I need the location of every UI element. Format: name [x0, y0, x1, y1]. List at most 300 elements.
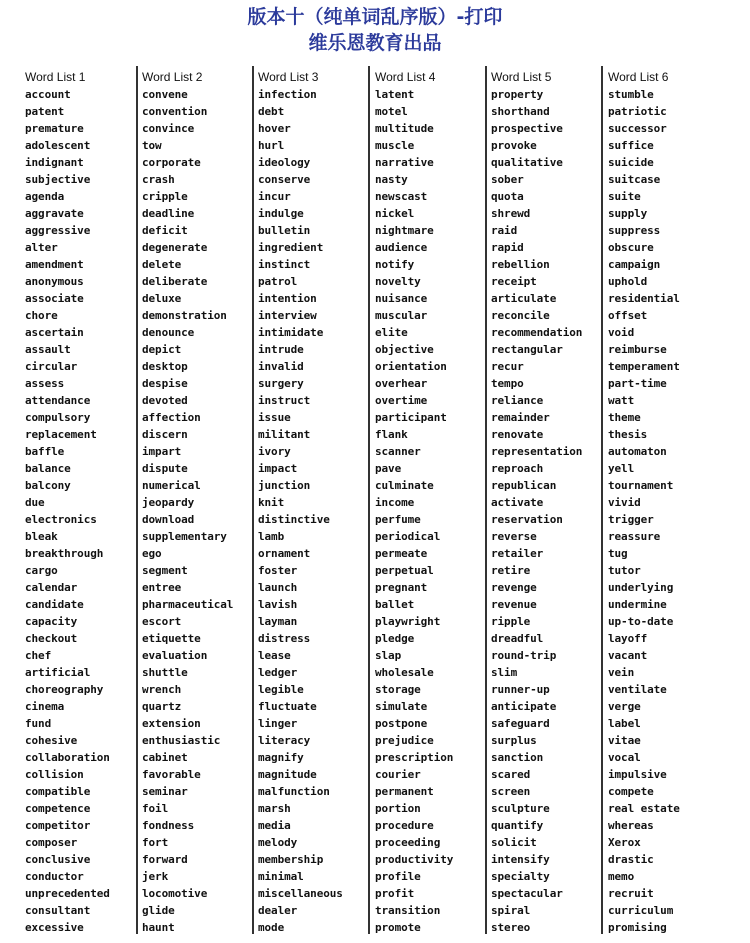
column-divider — [485, 66, 487, 934]
word-item: permanent — [375, 785, 434, 798]
word-item: ideology — [258, 156, 311, 169]
word-item: prejudice — [375, 734, 434, 747]
word-item: composer — [25, 836, 78, 849]
word-item: etiquette — [142, 632, 201, 645]
word-item: alter — [25, 241, 58, 254]
word-item: transition — [375, 904, 441, 917]
word-item: vitae — [608, 734, 641, 747]
column-divider — [601, 66, 603, 934]
word-list-title: Word List 4 — [375, 70, 436, 84]
word-item: infection — [258, 88, 317, 101]
word-item: aggressive — [25, 224, 91, 237]
word-item: reproach — [491, 462, 544, 475]
word-item: notify — [375, 258, 415, 271]
word-item: compatible — [25, 785, 91, 798]
word-item: courier — [375, 768, 421, 781]
word-item: cabinet — [142, 751, 188, 764]
word-item: patriotic — [608, 105, 667, 118]
word-item: undermine — [608, 598, 667, 611]
word-item: recruit — [608, 887, 654, 900]
word-item: militant — [258, 428, 311, 441]
word-item: competitor — [25, 819, 91, 832]
word-item: real estate — [608, 802, 680, 815]
word-list — [491, 86, 582, 936]
word-item: storage — [375, 683, 421, 696]
word-item: prospective — [491, 122, 563, 135]
word-item: suite — [608, 190, 641, 203]
word-item: round-trip — [491, 649, 557, 662]
word-item: suffice — [608, 139, 654, 152]
word-item: fort — [142, 836, 169, 849]
word-item: part-time — [608, 377, 667, 390]
word-item: baffle — [25, 445, 65, 458]
word-item: elite — [375, 326, 408, 339]
word-item: hurl — [258, 139, 285, 152]
word-item: anonymous — [25, 275, 84, 288]
word-item: orientation — [375, 360, 447, 373]
word-item: issue — [258, 411, 291, 424]
word-item: extension — [142, 717, 201, 730]
word-item: agenda — [25, 190, 65, 203]
word-item: participant — [375, 411, 447, 424]
word-item: replacement — [25, 428, 97, 441]
word-item: locomotive — [142, 887, 208, 900]
word-item: latent — [375, 88, 415, 101]
word-item: bleak — [25, 530, 58, 543]
word-item: void — [608, 326, 635, 339]
word-item: literacy — [258, 734, 311, 747]
word-item: compulsory — [25, 411, 91, 424]
word-item: scared — [491, 768, 531, 781]
word-list-columns — [0, 64, 750, 936]
word-item: debt — [258, 105, 285, 118]
word-item: jeopardy — [142, 496, 195, 509]
word-item: deluxe — [142, 292, 182, 305]
word-item: objective — [375, 343, 434, 356]
word-item: thesis — [608, 428, 648, 441]
word-item: rectangular — [491, 343, 563, 356]
word-item: ascertain — [25, 326, 84, 339]
word-item: overhear — [375, 377, 428, 390]
word-item: magnitude — [258, 768, 317, 781]
word-item: bulletin — [258, 224, 311, 237]
word-item: tournament — [608, 479, 674, 492]
word-item: ornament — [258, 547, 311, 560]
word-item: junction — [258, 479, 311, 492]
word-item: safeguard — [491, 717, 550, 730]
word-item: anticipate — [491, 700, 557, 713]
word-item: malfunction — [258, 785, 330, 798]
word-item: ripple — [491, 615, 531, 628]
word-item: trigger — [608, 513, 654, 526]
word-item: electronics — [25, 513, 97, 526]
word-item: Xerox — [608, 836, 641, 849]
word-item: capacity — [25, 615, 78, 628]
word-item: verge — [608, 700, 641, 713]
word-item: cripple — [142, 190, 188, 203]
word-item: memo — [608, 870, 635, 883]
word-item: pave — [375, 462, 402, 475]
word-item: income — [375, 496, 415, 509]
word-item: solicit — [491, 836, 537, 849]
word-item: theme — [608, 411, 641, 424]
word-item: shorthand — [491, 105, 550, 118]
word-item: profile — [375, 870, 421, 883]
word-item: culminate — [375, 479, 434, 492]
word-item: account — [25, 88, 71, 101]
word-item: profit — [375, 887, 415, 900]
word-item: checkout — [25, 632, 78, 645]
word-item: vocal — [608, 751, 641, 764]
word-item: postpone — [375, 717, 428, 730]
word-item: overtime — [375, 394, 428, 407]
word-item: tug — [608, 547, 628, 560]
word-item: artificial — [25, 666, 91, 679]
word-item: motel — [375, 105, 408, 118]
word-list-column — [375, 64, 489, 936]
word-item: minimal — [258, 870, 304, 883]
word-item: stumble — [608, 88, 654, 101]
word-item: glide — [142, 904, 175, 917]
word-item: launch — [258, 581, 298, 594]
word-list — [258, 86, 343, 936]
word-item: denounce — [142, 326, 195, 339]
word-item: choreography — [25, 683, 104, 696]
word-item: nickel — [375, 207, 415, 220]
word-item: demonstration — [142, 309, 227, 322]
word-list-column — [491, 64, 605, 936]
word-item: quota — [491, 190, 524, 203]
word-item: distress — [258, 632, 311, 645]
word-item: ventilate — [608, 683, 667, 696]
word-list — [608, 86, 680, 936]
word-item: patent — [25, 105, 65, 118]
word-item: affection — [142, 411, 201, 424]
word-item: promising — [608, 921, 667, 934]
word-item: surplus — [491, 734, 537, 747]
word-item: favorable — [142, 768, 201, 781]
word-item: compete — [608, 785, 654, 798]
column-divider — [136, 66, 138, 934]
word-item: incur — [258, 190, 291, 203]
column-divider — [252, 66, 254, 934]
word-item: crash — [142, 173, 175, 186]
word-item: consultant — [25, 904, 91, 917]
word-item: slap — [375, 649, 402, 662]
word-item: competence — [25, 802, 91, 815]
word-item: activate — [491, 496, 544, 509]
word-item: renovate — [491, 428, 544, 441]
word-item: fluctuate — [258, 700, 317, 713]
word-item: revenue — [491, 598, 537, 611]
word-item: property — [491, 88, 544, 101]
word-item: muscle — [375, 139, 415, 152]
word-item: attendance — [25, 394, 91, 407]
word-item: suicide — [608, 156, 654, 169]
word-item: scanner — [375, 445, 421, 458]
word-item: mode — [258, 921, 285, 934]
word-item: watt — [608, 394, 635, 407]
word-item: chef — [25, 649, 52, 662]
word-item: depict — [142, 343, 182, 356]
word-item: aggravate — [25, 207, 84, 220]
word-item: discern — [142, 428, 188, 441]
word-item: ingredient — [258, 241, 324, 254]
word-item: runner-up — [491, 683, 550, 696]
word-item: melody — [258, 836, 298, 849]
word-item: permeate — [375, 547, 428, 560]
word-item: representation — [491, 445, 583, 458]
word-item: balance — [25, 462, 71, 475]
word-item: rebellion — [491, 258, 550, 271]
word-item: degenerate — [142, 241, 208, 254]
word-item: narrative — [375, 156, 434, 169]
word-item: automaton — [608, 445, 667, 458]
word-item: linger — [258, 717, 298, 730]
word-item: interview — [258, 309, 317, 322]
word-item: foster — [258, 564, 298, 577]
word-item: distinctive — [258, 513, 330, 526]
word-item: nasty — [375, 173, 408, 186]
word-item: cinema — [25, 700, 65, 713]
word-item: enthusiastic — [142, 734, 221, 747]
page-title: 版本十（纯单词乱序版）-打印 — [247, 6, 503, 28]
word-item: prescription — [375, 751, 454, 764]
word-item: hover — [258, 122, 291, 135]
word-item: indulge — [258, 207, 304, 220]
word-item: productivity — [375, 853, 454, 866]
word-item: vacant — [608, 649, 648, 662]
word-item: layman — [258, 615, 298, 628]
word-list-title: Word List 5 — [491, 70, 552, 84]
word-list — [375, 86, 453, 936]
word-item: vivid — [608, 496, 641, 509]
word-item: pledge — [375, 632, 415, 645]
word-item: yell — [608, 462, 635, 475]
word-item: simulate — [375, 700, 428, 713]
word-item: legible — [258, 683, 304, 696]
word-item: flank — [375, 428, 408, 441]
word-item: supply — [608, 207, 648, 220]
word-item: revenge — [491, 581, 537, 594]
word-item: procedure — [375, 819, 434, 832]
word-item: segment — [142, 564, 188, 577]
word-list-column — [608, 64, 722, 936]
word-item: reservation — [491, 513, 563, 526]
word-item: impact — [258, 462, 298, 475]
word-item: calendar — [25, 581, 78, 594]
word-item: uphold — [608, 275, 648, 288]
word-item: corporate — [142, 156, 201, 169]
word-item: sanction — [491, 751, 544, 764]
word-item: foil — [142, 802, 169, 815]
word-item: despise — [142, 377, 188, 390]
word-item: cargo — [25, 564, 58, 577]
word-item: residential — [608, 292, 680, 305]
word-item: media — [258, 819, 291, 832]
word-item: campaign — [608, 258, 661, 271]
word-item: deliberate — [142, 275, 208, 288]
word-item: retailer — [491, 547, 544, 560]
word-item: ballet — [375, 598, 415, 611]
word-item: wholesale — [375, 666, 434, 679]
word-item: breakthrough — [25, 547, 104, 560]
word-item: reverse — [491, 530, 537, 543]
word-item: republican — [491, 479, 557, 492]
word-item: reimburse — [608, 343, 667, 356]
page-header — [0, 4, 750, 56]
word-item: knit — [258, 496, 285, 509]
word-item: convention — [142, 105, 208, 118]
word-item: ivory — [258, 445, 291, 458]
word-item: devoted — [142, 394, 188, 407]
word-item: up-to-date — [608, 615, 674, 628]
word-item: nightmare — [375, 224, 434, 237]
word-item: label — [608, 717, 641, 730]
word-item: raid — [491, 224, 518, 237]
word-item: membership — [258, 853, 324, 866]
page-subtitle: 维乐恩教育出品 — [308, 32, 442, 54]
word-item: patrol — [258, 275, 298, 288]
word-item: impulsive — [608, 768, 667, 781]
word-item: convene — [142, 88, 188, 101]
word-item: tempo — [491, 377, 524, 390]
word-list-column — [25, 64, 139, 936]
word-item: ego — [142, 547, 162, 560]
word-item: reassure — [608, 530, 661, 543]
word-item: intensify — [491, 853, 550, 866]
word-item: newscast — [375, 190, 428, 203]
word-item: retire — [491, 564, 531, 577]
word-item: chore — [25, 309, 58, 322]
word-list — [25, 86, 110, 936]
word-item: unprecedented — [25, 887, 110, 900]
word-item: escort — [142, 615, 182, 628]
word-item: qualitative — [491, 156, 563, 169]
word-item: tow — [142, 139, 162, 152]
word-item: reconcile — [491, 309, 550, 322]
word-item: surgery — [258, 377, 304, 390]
word-item: circular — [25, 360, 78, 373]
word-item: drastic — [608, 853, 654, 866]
word-item: novelty — [375, 275, 421, 288]
word-item: underlying — [608, 581, 674, 594]
word-item: vein — [608, 666, 635, 679]
word-item: perpetual — [375, 564, 434, 577]
word-item: dreadful — [491, 632, 544, 645]
word-item: specialty — [491, 870, 550, 883]
word-item: candidate — [25, 598, 84, 611]
word-item: supplementary — [142, 530, 227, 543]
word-item: recommendation — [491, 326, 583, 339]
word-item: slim — [491, 666, 518, 679]
word-item: perfume — [375, 513, 421, 526]
word-item: dispute — [142, 462, 188, 475]
word-item: desktop — [142, 360, 188, 373]
word-item: miscellaneous — [258, 887, 343, 900]
word-item: assault — [25, 343, 71, 356]
word-item: entree — [142, 581, 182, 594]
word-list-title: Word List 6 — [608, 70, 669, 84]
word-item: proceeding — [375, 836, 441, 849]
word-item: spiral — [491, 904, 531, 917]
word-item: sculpture — [491, 802, 550, 815]
word-item: articulate — [491, 292, 557, 305]
word-item: amendment — [25, 258, 84, 271]
word-list-title: Word List 3 — [258, 70, 319, 84]
word-item: suppress — [608, 224, 661, 237]
word-item: instinct — [258, 258, 311, 271]
word-item: excessive — [25, 921, 84, 934]
word-item: deadline — [142, 207, 195, 220]
word-item: associate — [25, 292, 84, 305]
word-item: balcony — [25, 479, 71, 492]
word-item: collision — [25, 768, 84, 781]
word-item: shuttle — [142, 666, 188, 679]
word-list-title: Word List 2 — [142, 70, 203, 84]
word-item: receipt — [491, 275, 537, 288]
word-item: lamb — [258, 530, 285, 543]
word-item: portion — [375, 802, 421, 815]
word-item: audience — [375, 241, 428, 254]
word-item: pregnant — [375, 581, 428, 594]
word-item: convince — [142, 122, 195, 135]
word-item: marsh — [258, 802, 291, 815]
word-item: premature — [25, 122, 84, 135]
word-item: impart — [142, 445, 182, 458]
word-item: temperament — [608, 360, 680, 373]
word-item: sober — [491, 173, 524, 186]
word-item: pharmaceutical — [142, 598, 234, 611]
word-item: quantify — [491, 819, 544, 832]
word-item: seminar — [142, 785, 188, 798]
word-item: assess — [25, 377, 65, 390]
word-item: spectacular — [491, 887, 563, 900]
word-item: download — [142, 513, 195, 526]
word-item: nuisance — [375, 292, 428, 305]
word-item: promote — [375, 921, 421, 934]
word-item: forward — [142, 853, 188, 866]
word-item: reliance — [491, 394, 544, 407]
word-item: curriculum — [608, 904, 674, 917]
word-item: lavish — [258, 598, 298, 611]
column-divider — [368, 66, 370, 934]
word-item: conductor — [25, 870, 84, 883]
word-item: intrude — [258, 343, 304, 356]
word-item: lease — [258, 649, 291, 662]
word-item: suitcase — [608, 173, 661, 186]
word-item: shrewd — [491, 207, 531, 220]
word-item: whereas — [608, 819, 654, 832]
word-item: collaboration — [25, 751, 110, 764]
word-item: deficit — [142, 224, 188, 237]
word-item: adolescent — [25, 139, 91, 152]
word-item: indignant — [25, 156, 84, 169]
word-item: conclusive — [25, 853, 91, 866]
word-item: due — [25, 496, 45, 509]
word-item: playwright — [375, 615, 441, 628]
word-item: magnify — [258, 751, 304, 764]
word-item: recur — [491, 360, 524, 373]
word-item: multitude — [375, 122, 434, 135]
word-list-column — [258, 64, 372, 936]
word-item: invalid — [258, 360, 304, 373]
word-item: intimidate — [258, 326, 324, 339]
word-list — [142, 86, 233, 936]
word-item: instruct — [258, 394, 311, 407]
word-list-title: Word List 1 — [25, 70, 86, 84]
word-item: evaluation — [142, 649, 208, 662]
